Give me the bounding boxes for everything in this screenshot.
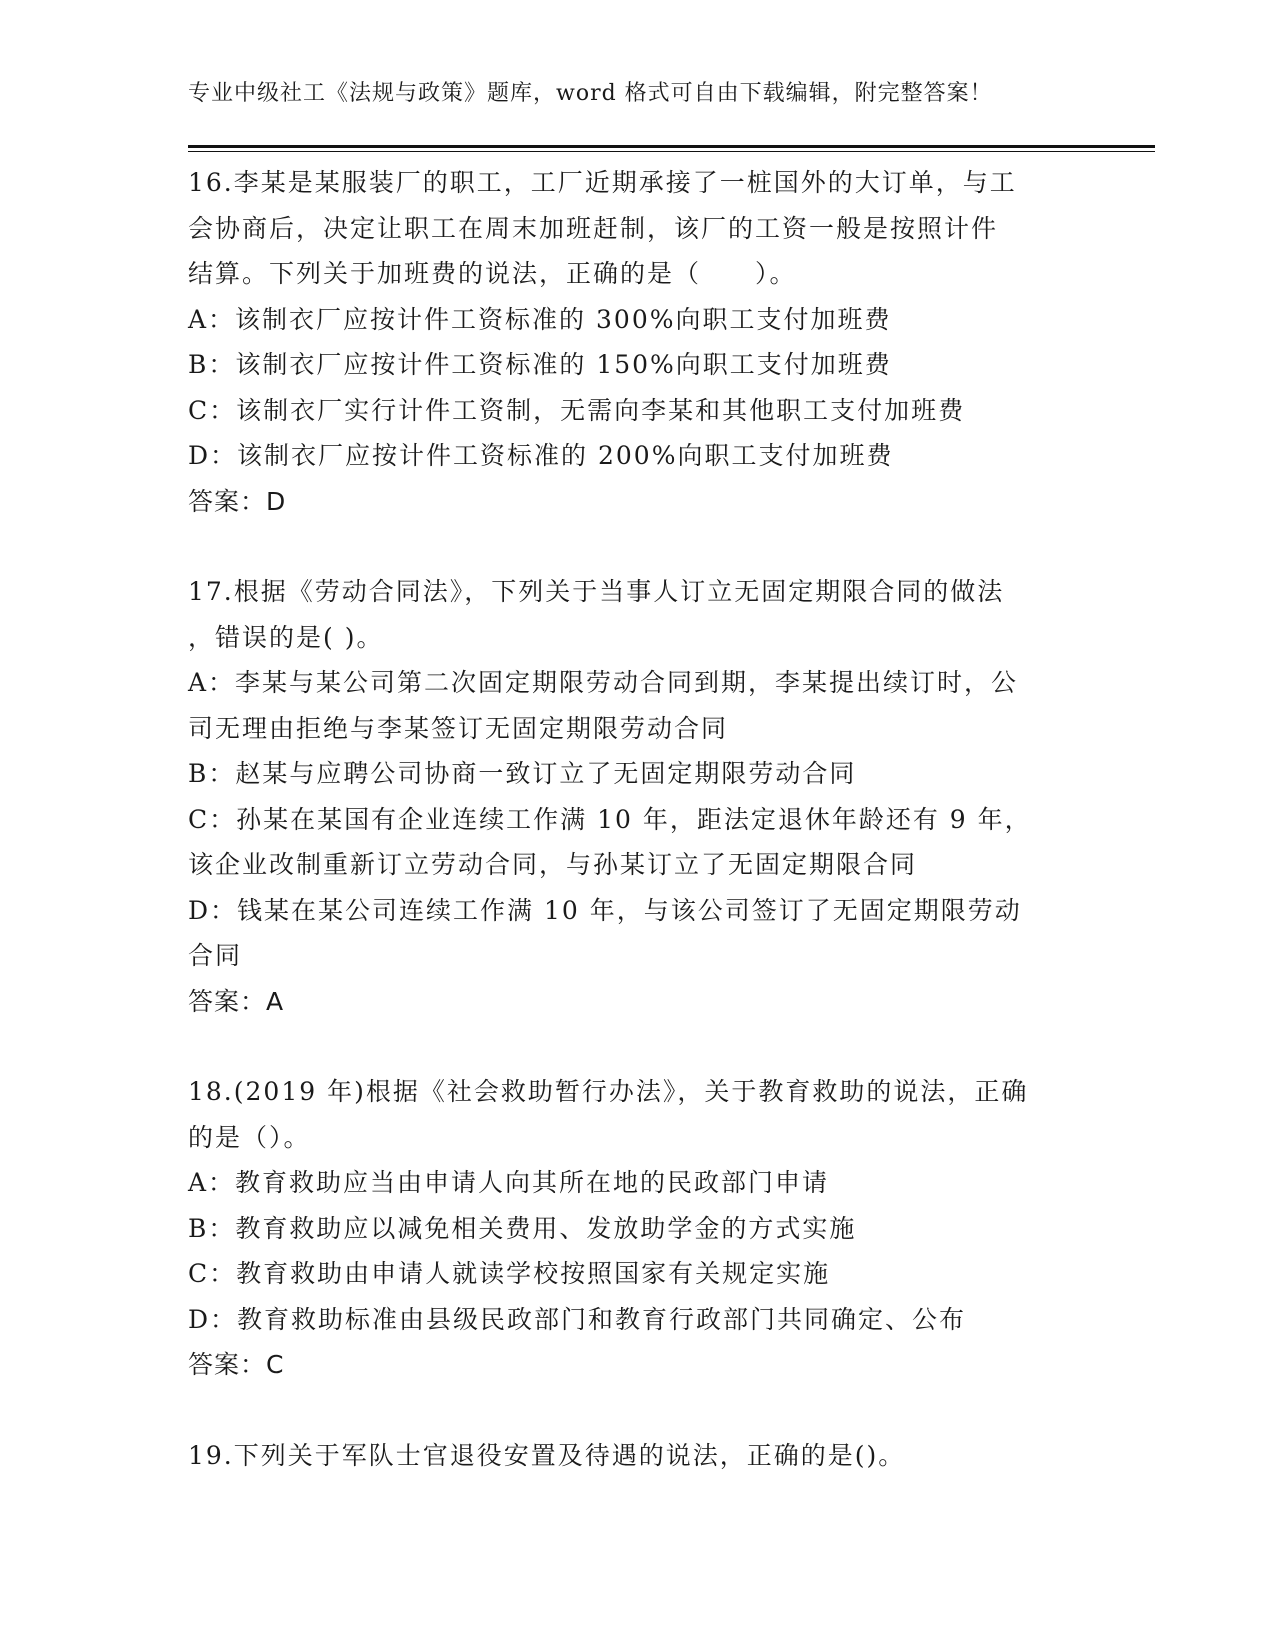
question-stem-line: 结算。下列关于加班费的说法，正确的是（ ）。 [188,259,797,288]
question-stem-line: 16.李某是某服装厂的职工，工厂近期承接了一桩国外的大订单，与工 [188,168,1017,197]
question-17 [188,569,1088,1024]
header-rule-thick [188,145,1155,148]
option-c: C：教育救助由申请人就读学校按照国家有关规定实施 [188,1259,831,1288]
answer-line: 答案：D [188,486,287,516]
header-note: 专业中级社工《法规与政策》题库，word 格式可自由下载编辑，附完整答案！ [188,81,993,106]
option-d-continued: 合同 [188,941,243,970]
option-a: A：该制衣厂应按计件工资标准的 300%向职工支付加班费 [188,304,892,334]
question-stem-line: ，错误的是( )。 [188,622,384,652]
option-a: A：李某与某公司第二次固定期限劳动合同到期，李某提出续订时，公 [188,668,1019,697]
question-stem-line: 会协商后，决定让职工在周末加班赶制，该厂的工资一般是按照计件 [188,213,999,243]
option-b: B：赵某与应聘公司协商一致订立了无固定期限劳动合同 [188,759,857,788]
question-stem-line: 18.(2019 年)根据《社会救助暂行办法》，关于教育救助的说法，正确 [188,1077,1029,1106]
option-c: C：孙某在某国有企业连续工作满 10 年，距法定退休年龄还有 9 年， [188,804,1032,834]
question-18 [188,1069,1088,1388]
answer-line: 答案：C [188,1350,285,1379]
option-c: C：该制衣厂实行计件工资制，无需向李某和其他职工支付加班费 [188,395,966,425]
question-19 [188,1433,1088,1479]
question-stem-line: 17.根据《劳动合同法》，下列关于当事人订立无固定期限合同的做法 [188,577,1005,606]
option-d: D：钱某在某公司连续工作满 10 年，与该公司签订了无固定期限劳动 [188,895,1022,925]
question-stem-line: 的是（）。 [188,1122,311,1152]
question-stem-line: 19.下列关于军队士官退役安置及待遇的说法，正确的是()。 [188,1440,906,1470]
question-16 [188,160,1088,524]
option-c-continued: 该企业改制重新订立劳动合同，与孙某订立了无固定期限合同 [188,850,918,879]
question-list [188,160,1088,1523]
answer-line: 答案：A [188,986,285,1016]
option-b: B：教育救助应以减免相关费用、发放助学金的方式实施 [188,1213,857,1243]
option-d: D：该制衣厂应按计件工资标准的 200%向职工支付加班费 [188,441,894,470]
option-b: B：该制衣厂应按计件工资标准的 150%向职工支付加班费 [188,350,892,379]
option-a-continued: 司无理由拒绝与李某签订无固定期限劳动合同 [188,713,729,743]
option-d: D：教育救助标准由县级民政部门和教育行政部门共同确定、公布 [188,1304,967,1334]
header-rule-thin [188,151,1155,152]
option-a: A：教育救助应当由申请人向其所在地的民政部门申请 [188,1168,830,1197]
